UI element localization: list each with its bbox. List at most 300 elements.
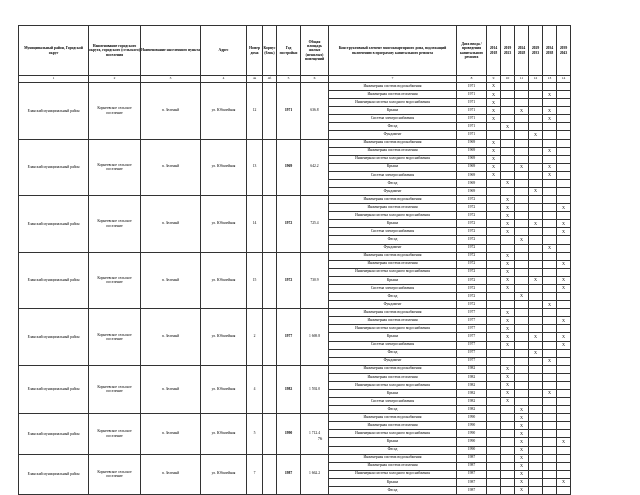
period-mark-cell xyxy=(543,381,557,389)
period-mark-cell xyxy=(557,398,571,406)
element-name-cell: Крыша xyxy=(329,478,457,486)
period-mark-cell xyxy=(515,309,529,317)
period-mark-cell xyxy=(515,171,529,179)
column-header: Наименование городского округа, городского (сельского) поселения xyxy=(89,26,141,76)
element-date-cell: 1987 xyxy=(457,486,487,494)
period-mark-cell xyxy=(529,470,543,478)
element-date-cell: 1990 xyxy=(457,414,487,422)
period-mark-cell xyxy=(529,155,543,163)
settlement-cell: Корнеевское сельское поселение xyxy=(89,309,141,366)
period-mark-cell xyxy=(487,244,501,252)
period-mark-cell xyxy=(557,381,571,389)
period-mark-cell: X xyxy=(487,107,501,115)
period-mark-cell xyxy=(529,301,543,309)
period-mark-cell xyxy=(501,357,515,365)
period-mark-cell xyxy=(529,317,543,325)
period-mark-cell xyxy=(487,276,501,284)
settlement-cell: Корнеевское сельское поселение xyxy=(89,454,141,494)
capital-repair-table xyxy=(18,25,571,495)
period-mark-cell xyxy=(557,83,571,91)
period-mark-cell xyxy=(543,204,557,212)
table-row xyxy=(19,309,571,317)
period-mark-cell xyxy=(529,107,543,115)
period-mark-cell xyxy=(543,414,557,422)
period-mark-cell: X xyxy=(515,486,529,494)
element-name-cell: Фундамент xyxy=(329,244,457,252)
element-name-cell: Инженерная система отопления xyxy=(329,260,457,268)
period-mark-cell xyxy=(501,83,515,91)
element-name-cell: Система электроснабжения xyxy=(329,341,457,349)
element-name-cell: Система электроснабжения xyxy=(329,398,457,406)
element-name-cell: Инженерная система отопления xyxy=(329,204,457,212)
element-name-cell: Фундамент xyxy=(329,357,457,365)
period-mark-cell xyxy=(515,301,529,309)
column-number: 6 xyxy=(301,76,329,83)
period-mark-cell xyxy=(543,188,557,196)
period-mark-cell: X xyxy=(487,147,501,155)
element-name-cell: Инженерная система холодного водоснабжения xyxy=(329,268,457,276)
period-mark-cell xyxy=(529,91,543,99)
period-mark-cell xyxy=(501,147,515,155)
period-mark-cell xyxy=(501,446,515,454)
period-mark-cell: X xyxy=(515,406,529,414)
period-mark-cell xyxy=(529,268,543,276)
period-mark-cell xyxy=(557,171,571,179)
period-mark-cell: X xyxy=(487,115,501,123)
element-name-cell: Фасад xyxy=(329,123,457,131)
period-mark-cell xyxy=(529,406,543,414)
table-row xyxy=(19,454,571,462)
element-date-cell: 1969 xyxy=(457,155,487,163)
element-name-cell: Инженерная система холодного водоснабжения xyxy=(329,155,457,163)
period-mark-cell xyxy=(515,333,529,341)
element-name-cell: Инженерная система водоснабжения xyxy=(329,454,457,462)
column-number: 8 xyxy=(457,76,487,83)
block-cell xyxy=(263,196,277,253)
column-number: 4а xyxy=(247,76,263,83)
column-number: 13 xyxy=(543,76,557,83)
period-mark-cell xyxy=(501,486,515,494)
element-name-cell: Фасад xyxy=(329,293,457,301)
period-mark-cell xyxy=(515,188,529,196)
period-mark-cell xyxy=(557,252,571,260)
period-mark-cell: X xyxy=(501,398,515,406)
column-number: 10 xyxy=(501,76,515,83)
period-mark-cell xyxy=(543,349,557,357)
column-number: 14 xyxy=(557,76,571,83)
element-name-cell: Инженерная система водоснабжения xyxy=(329,139,457,147)
period-mark-cell xyxy=(487,357,501,365)
element-name-cell: Инженерная система отопления xyxy=(329,317,457,325)
element-name-cell: Инженерная система водоснабжения xyxy=(329,196,457,204)
period-mark-cell xyxy=(501,462,515,470)
period-mark-cell: X xyxy=(557,478,571,486)
period-mark-cell: X xyxy=(543,147,557,155)
build-year-cell: 1969 xyxy=(277,139,301,196)
column-number: 7 xyxy=(329,76,457,83)
period-mark-cell xyxy=(557,301,571,309)
element-date-cell: 1972 xyxy=(457,204,487,212)
period-mark-cell: X xyxy=(501,220,515,228)
period-mark-cell: X xyxy=(557,317,571,325)
period-mark-cell xyxy=(487,317,501,325)
period-mark-cell: X xyxy=(557,220,571,228)
period-mark-cell: X xyxy=(543,115,557,123)
period-mark-cell xyxy=(487,486,501,494)
period-mark-cell: X xyxy=(515,478,529,486)
period-mark-cell xyxy=(515,341,529,349)
period-mark-cell xyxy=(515,389,529,397)
period-mark-cell: X xyxy=(543,244,557,252)
column-header: Год постройки xyxy=(277,26,301,76)
build-year-cell: 1972 xyxy=(277,196,301,253)
element-date-cell: 1982 xyxy=(457,398,487,406)
period-mark-cell xyxy=(557,163,571,171)
element-name-cell: Фасад xyxy=(329,179,457,187)
table-header-row xyxy=(19,26,571,76)
element-date-cell: 1972 xyxy=(457,228,487,236)
period-mark-cell xyxy=(529,293,543,301)
period-mark-cell xyxy=(529,244,543,252)
period-mark-cell xyxy=(501,99,515,107)
period-mark-cell xyxy=(487,398,501,406)
column-header: Номер дома xyxy=(247,26,263,76)
locality-cell: п. Зеленый xyxy=(141,414,201,454)
element-name-cell: Система электроснабжения xyxy=(329,171,457,179)
period-mark-cell xyxy=(543,333,557,341)
district-cell: Еланский муниципальный район xyxy=(19,83,89,140)
period-mark-cell xyxy=(543,131,557,139)
period-mark-cell xyxy=(515,244,529,252)
period-mark-cell xyxy=(557,486,571,494)
district-cell: Еланский муниципальный район xyxy=(19,414,89,454)
period-mark-cell xyxy=(557,406,571,414)
element-date-cell: 1977 xyxy=(457,325,487,333)
column-header: Муниципальный район, Городской округ xyxy=(19,26,89,76)
period-mark-cell xyxy=(515,99,529,107)
table-row xyxy=(19,365,571,373)
district-cell: Еланский муниципальный район xyxy=(19,365,89,413)
period-mark-cell xyxy=(543,276,557,284)
column-number: 4 xyxy=(201,76,247,83)
period-mark-cell xyxy=(543,139,557,147)
period-mark-cell xyxy=(487,373,501,381)
column-header: 2024 2028 xyxy=(515,26,529,76)
element-date-cell: 1972 xyxy=(457,220,487,228)
house-number-cell: 7 xyxy=(247,454,263,494)
period-mark-cell xyxy=(543,406,557,414)
period-mark-cell xyxy=(515,365,529,373)
element-name-cell: Система электроснабжения xyxy=(329,115,457,123)
element-name-cell: Фундамент xyxy=(329,188,457,196)
period-mark-cell: X xyxy=(529,333,543,341)
period-mark-cell xyxy=(543,196,557,204)
element-date-cell: 1972 xyxy=(457,260,487,268)
period-mark-cell xyxy=(515,115,529,123)
element-name-cell: Фасад xyxy=(329,236,457,244)
district-cell: Еланский муниципальный район xyxy=(19,139,89,196)
element-date-cell: 1971 xyxy=(457,123,487,131)
period-mark-cell xyxy=(543,212,557,220)
element-name-cell: Инженерная система холодного водоснабжения xyxy=(329,381,457,389)
period-mark-cell xyxy=(487,406,501,414)
period-mark-cell xyxy=(515,155,529,163)
locality-cell: п. Зеленый xyxy=(141,83,201,140)
district-cell: Еланский муниципальный район xyxy=(19,196,89,253)
element-name-cell: Инженерная система холодного водоснабжения xyxy=(329,212,457,220)
period-mark-cell: X xyxy=(557,260,571,268)
period-mark-cell xyxy=(529,373,543,381)
column-number: 2 xyxy=(89,76,141,83)
period-mark-cell xyxy=(515,317,529,325)
period-mark-cell xyxy=(501,171,515,179)
district-cell: Еланский муниципальный район xyxy=(19,454,89,494)
period-mark-cell xyxy=(557,268,571,276)
period-mark-cell xyxy=(543,260,557,268)
house-number-cell: 2 xyxy=(247,309,263,366)
period-mark-cell xyxy=(543,179,557,187)
period-mark-cell: X xyxy=(557,333,571,341)
element-name-cell: Инженерная система холодного водоснабжения xyxy=(329,99,457,107)
build-year-cell: 1982 xyxy=(277,365,301,413)
element-date-cell: 1987 xyxy=(457,478,487,486)
element-date-cell: 1990 xyxy=(457,438,487,446)
period-mark-cell xyxy=(529,123,543,131)
period-mark-cell xyxy=(529,398,543,406)
period-mark-cell xyxy=(529,486,543,494)
element-date-cell: 1969 xyxy=(457,179,487,187)
period-mark-cell: X xyxy=(515,293,529,301)
period-mark-cell xyxy=(543,99,557,107)
period-mark-cell xyxy=(557,293,571,301)
period-mark-cell xyxy=(515,252,529,260)
period-mark-cell xyxy=(529,381,543,389)
column-header: Адрес xyxy=(201,26,247,76)
period-mark-cell xyxy=(487,389,501,397)
period-mark-cell xyxy=(515,131,529,139)
table-row xyxy=(19,139,571,147)
element-date-cell: 1971 xyxy=(457,107,487,115)
house-number-cell: 5 xyxy=(247,414,263,454)
element-date-cell: 1977 xyxy=(457,317,487,325)
element-date-cell: 1977 xyxy=(457,357,487,365)
period-mark-cell xyxy=(515,179,529,187)
period-mark-cell: X xyxy=(515,470,529,478)
period-mark-cell: X xyxy=(543,171,557,179)
period-mark-cell xyxy=(515,139,529,147)
column-header: 2034 2038 xyxy=(543,26,557,76)
element-date-cell: 1969 xyxy=(457,171,487,179)
period-mark-cell xyxy=(501,422,515,430)
period-mark-cell: X xyxy=(501,373,515,381)
area-cell: 1 712.4 xyxy=(301,414,329,454)
element-name-cell: Система электроснабжения xyxy=(329,284,457,292)
element-name-cell: Крыша xyxy=(329,163,457,171)
period-mark-cell xyxy=(487,123,501,131)
street-cell: ул. Юбилейная xyxy=(201,252,247,309)
period-mark-cell xyxy=(501,131,515,139)
settlement-cell: Корнеевское сельское поселение xyxy=(89,365,141,413)
locality-cell: п. Зеленый xyxy=(141,365,201,413)
element-date-cell: 1977 xyxy=(457,341,487,349)
period-mark-cell xyxy=(543,454,557,462)
district-cell: Еланский муниципальный район xyxy=(19,252,89,309)
period-mark-cell: X xyxy=(487,171,501,179)
period-mark-cell xyxy=(515,91,529,99)
element-name-cell: Инженерная система водоснабжения xyxy=(329,365,457,373)
period-mark-cell xyxy=(557,470,571,478)
locality-cell: п. Зеленый xyxy=(141,252,201,309)
period-mark-cell xyxy=(543,228,557,236)
settlement-cell: Корнеевское сельское поселение xyxy=(89,139,141,196)
period-mark-cell xyxy=(501,155,515,163)
period-mark-cell xyxy=(557,115,571,123)
period-mark-cell: X xyxy=(557,228,571,236)
period-mark-cell xyxy=(557,446,571,454)
element-date-cell: 1977 xyxy=(457,333,487,341)
area-cell: 636.8 xyxy=(301,83,329,140)
element-date-cell: 1972 xyxy=(457,276,487,284)
period-mark-cell: X xyxy=(543,389,557,397)
column-header: Дата ввода / проведения капитального ремонта xyxy=(457,26,487,76)
period-mark-cell xyxy=(501,163,515,171)
period-mark-cell xyxy=(501,414,515,422)
period-mark-cell xyxy=(515,147,529,155)
period-mark-cell: X xyxy=(557,438,571,446)
element-name-cell: Инженерная система отопления xyxy=(329,91,457,99)
locality-cell: п. Зеленый xyxy=(141,454,201,494)
period-mark-cell xyxy=(543,123,557,131)
element-name-cell: Инженерная система отопления xyxy=(329,373,457,381)
element-name-cell: Крыша xyxy=(329,389,457,397)
settlement-cell: Корнеевское сельское поселение xyxy=(89,196,141,253)
element-date-cell: 1972 xyxy=(457,284,487,292)
period-mark-cell xyxy=(487,422,501,430)
element-name-cell: Фасад xyxy=(329,446,457,454)
element-date-cell: 1972 xyxy=(457,236,487,244)
period-mark-cell: X xyxy=(543,357,557,365)
period-mark-cell xyxy=(557,454,571,462)
period-mark-cell xyxy=(557,107,571,115)
period-mark-cell xyxy=(557,147,571,155)
element-name-cell: Инженерная система холодного водоснабжения xyxy=(329,430,457,438)
element-name-cell: Инженерная система водоснабжения xyxy=(329,252,457,260)
period-mark-cell xyxy=(487,236,501,244)
element-date-cell: 1971 xyxy=(457,91,487,99)
element-date-cell: 1982 xyxy=(457,373,487,381)
period-mark-cell xyxy=(515,398,529,406)
element-date-cell: 1972 xyxy=(457,244,487,252)
area-cell: 730.9 xyxy=(301,252,329,309)
period-mark-cell xyxy=(557,188,571,196)
period-mark-cell xyxy=(557,123,571,131)
table-row xyxy=(19,252,571,260)
settlement-cell: Корнеевское сельское поселение xyxy=(89,252,141,309)
period-mark-cell xyxy=(487,212,501,220)
column-number-row xyxy=(19,76,571,83)
area-cell: 1 669.8 xyxy=(301,309,329,366)
element-date-cell: 1972 xyxy=(457,293,487,301)
column-header: Конструктивный элемент многоквартирного дома, подлежащий включению в программу капитального ремонта xyxy=(329,26,457,76)
period-mark-cell: X xyxy=(543,107,557,115)
period-mark-cell: X xyxy=(501,268,515,276)
period-mark-cell: X xyxy=(543,301,557,309)
period-mark-cell: X xyxy=(501,228,515,236)
period-mark-cell: X xyxy=(543,91,557,99)
column-number: 1 xyxy=(19,76,89,83)
period-mark-cell xyxy=(529,365,543,373)
period-mark-cell xyxy=(529,454,543,462)
element-date-cell: 1972 xyxy=(457,212,487,220)
column-number: 9 xyxy=(487,76,501,83)
block-cell xyxy=(263,139,277,196)
period-mark-cell: X xyxy=(529,349,543,357)
area-cell: 1 592.0 xyxy=(301,365,329,413)
period-mark-cell xyxy=(543,325,557,333)
period-mark-cell: X xyxy=(515,236,529,244)
element-date-cell: 1982 xyxy=(457,365,487,373)
period-mark-cell xyxy=(529,139,543,147)
period-mark-cell: X xyxy=(501,381,515,389)
element-date-cell: 1977 xyxy=(457,309,487,317)
period-mark-cell xyxy=(543,478,557,486)
element-name-cell: Фасад xyxy=(329,486,457,494)
period-mark-cell xyxy=(543,462,557,470)
period-mark-cell xyxy=(501,349,515,357)
period-mark-cell: X xyxy=(515,438,529,446)
period-mark-cell: X xyxy=(487,163,501,171)
period-mark-cell xyxy=(557,196,571,204)
element-name-cell: Крыша xyxy=(329,107,457,115)
element-date-cell: 1971 xyxy=(457,131,487,139)
settlement-cell: Корнеевское сельское поселение xyxy=(89,83,141,140)
column-header: 2029 2033 xyxy=(529,26,543,76)
element-name-cell: Фасад xyxy=(329,406,457,414)
period-mark-cell xyxy=(529,357,543,365)
period-mark-cell xyxy=(543,83,557,91)
element-name-cell: Инженерная система отопления xyxy=(329,462,457,470)
period-mark-cell xyxy=(543,268,557,276)
column-header: 2019 2023 xyxy=(501,26,515,76)
period-mark-cell xyxy=(515,349,529,357)
period-mark-cell xyxy=(501,236,515,244)
period-mark-cell xyxy=(487,204,501,212)
period-mark-cell: X xyxy=(543,163,557,171)
period-mark-cell xyxy=(487,301,501,309)
document-sheet xyxy=(18,25,571,495)
period-mark-cell: X xyxy=(501,317,515,325)
period-mark-cell xyxy=(487,196,501,204)
period-mark-cell xyxy=(557,179,571,187)
house-number-cell: 4 xyxy=(247,365,263,413)
period-mark-cell xyxy=(529,341,543,349)
period-mark-cell xyxy=(543,236,557,244)
element-date-cell: 1971 xyxy=(457,83,487,91)
period-mark-cell xyxy=(501,301,515,309)
period-mark-cell xyxy=(487,349,501,357)
period-mark-cell: X xyxy=(515,446,529,454)
period-mark-cell xyxy=(529,284,543,292)
period-mark-cell: X xyxy=(529,188,543,196)
element-date-cell: 1972 xyxy=(457,268,487,276)
period-mark-cell: X xyxy=(501,179,515,187)
period-mark-cell xyxy=(515,83,529,91)
period-mark-cell: X xyxy=(515,454,529,462)
block-cell xyxy=(263,454,277,494)
period-mark-cell xyxy=(487,333,501,341)
period-mark-cell: X xyxy=(501,196,515,204)
period-mark-cell xyxy=(529,260,543,268)
